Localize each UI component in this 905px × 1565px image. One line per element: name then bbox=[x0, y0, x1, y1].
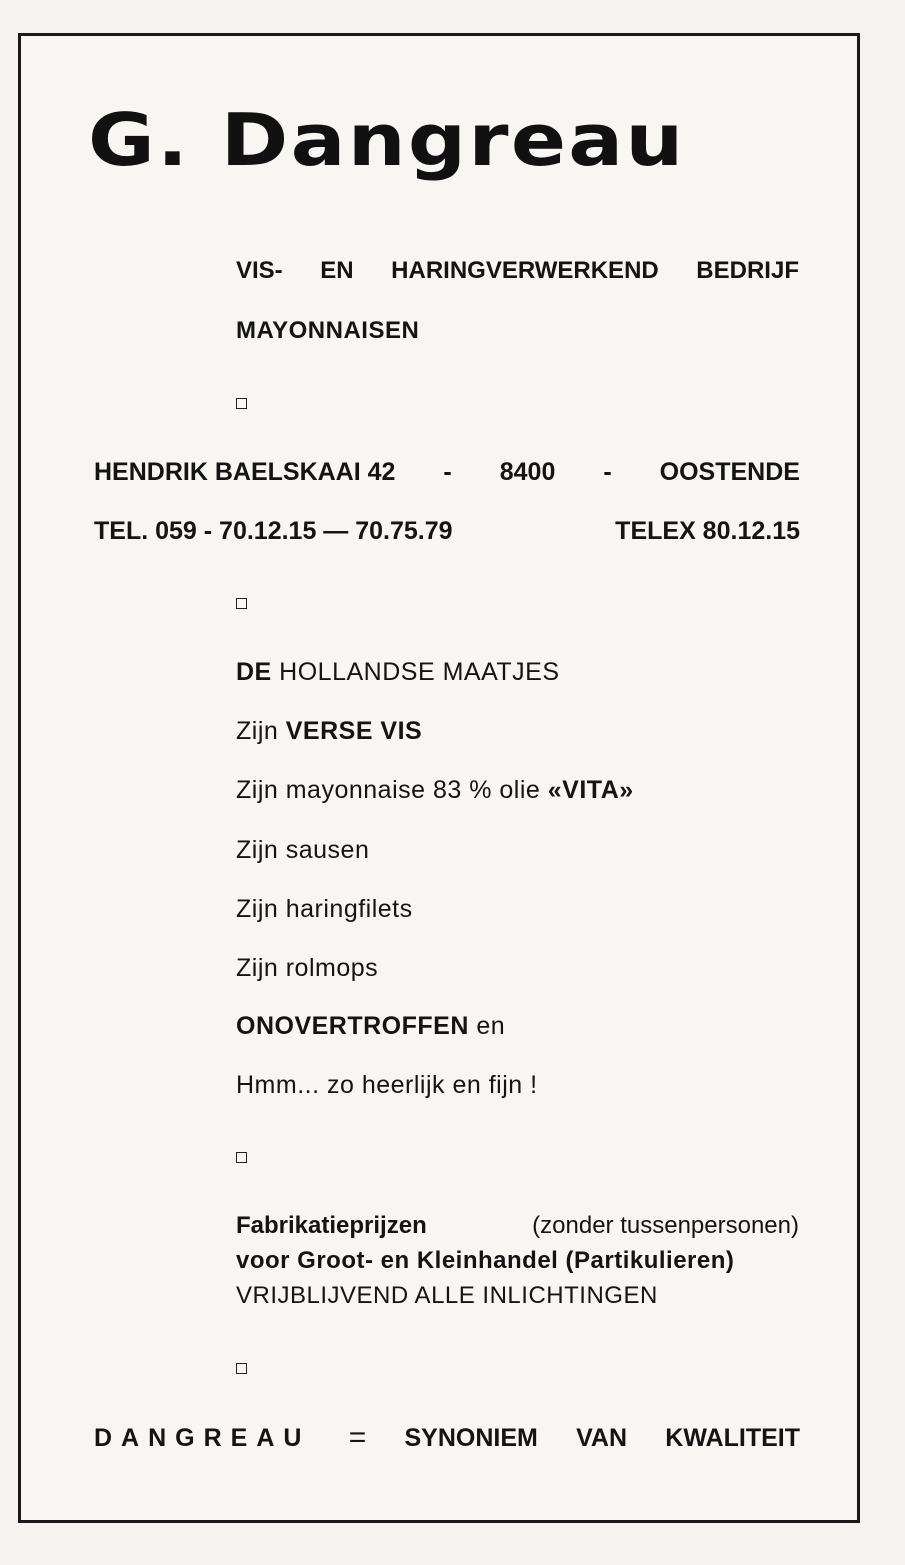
contact-line bbox=[94, 516, 800, 546]
slogan-word-1: SYNONIEM bbox=[404, 1424, 538, 1452]
bullet-square-icon bbox=[236, 598, 247, 609]
equals-sign: = bbox=[348, 1421, 367, 1454]
products-heading bbox=[236, 657, 560, 687]
activity-word-4: BEDRIJF bbox=[696, 257, 799, 284]
address-separator: - bbox=[603, 458, 612, 486]
activity-word-2: EN bbox=[320, 257, 354, 284]
product-fresh-fish bbox=[236, 716, 422, 746]
pricing-line-3: VRIJBLIJVEND ALLE INLICHTINGEN bbox=[236, 1282, 658, 1309]
products-heading-bold: DE bbox=[236, 658, 272, 686]
product-tagline: Hmm... zo heerlijk en fijn ! bbox=[236, 1071, 538, 1099]
bullet-square-icon bbox=[236, 398, 247, 409]
bullet-square-icon bbox=[236, 1363, 247, 1374]
footer-slogan bbox=[94, 1423, 800, 1453]
slogan-word-2: VAN bbox=[576, 1424, 628, 1452]
address-city: OOSTENDE bbox=[659, 458, 800, 486]
pricing-line-1 bbox=[236, 1211, 799, 1241]
activity-line bbox=[236, 256, 799, 286]
product-prefix: Zijn mayonnaise 83 % olie bbox=[236, 776, 548, 804]
bullet-square-icon bbox=[236, 1152, 247, 1163]
product-prefix: Zijn bbox=[236, 717, 286, 745]
activity-word-1: VIS- bbox=[236, 257, 283, 284]
address-street: HENDRIK BAELSKAAI 42 bbox=[94, 458, 396, 486]
company-name: G. Dangreau bbox=[88, 98, 686, 182]
product-bold: VERSE VIS bbox=[285, 717, 423, 745]
telex-number: TELEX 80.12.15 bbox=[615, 517, 800, 545]
product-rolmops: Zijn rolmops bbox=[236, 954, 379, 982]
product-sauces: Zijn sausen bbox=[236, 836, 370, 864]
product-bold: ONOVERTROFFEN bbox=[236, 1012, 469, 1040]
product-herring-fillets: Zijn haringfilets bbox=[236, 895, 413, 923]
footer-brand: DANGREAU bbox=[94, 1424, 311, 1452]
product-rest: en bbox=[468, 1012, 506, 1040]
product-mayonnaise bbox=[236, 775, 634, 805]
product-line: MAYONNAISEN bbox=[236, 317, 420, 344]
pricing-rest: (zonder tussenpersonen) bbox=[532, 1212, 799, 1239]
products-heading-rest: HOLLANDSE MAATJES bbox=[271, 658, 560, 686]
phone-number: TEL. 059 - 70.12.15 — 70.75.79 bbox=[94, 517, 453, 545]
pricing-line-2: voor Groot- en Kleinhandel (Partikulieren) bbox=[236, 1247, 735, 1274]
address-postcode: 8400 bbox=[499, 458, 556, 486]
product-unsurpassed bbox=[236, 1011, 505, 1041]
slogan-word-3: KWALITEIT bbox=[665, 1424, 800, 1452]
address-separator: - bbox=[443, 458, 452, 486]
pricing-bold: Fabrikatieprijzen bbox=[236, 1212, 427, 1239]
activity-word-3: HARINGVERWERKEND bbox=[391, 257, 659, 284]
address-line bbox=[94, 457, 800, 487]
product-bold: «VITA» bbox=[547, 776, 634, 804]
